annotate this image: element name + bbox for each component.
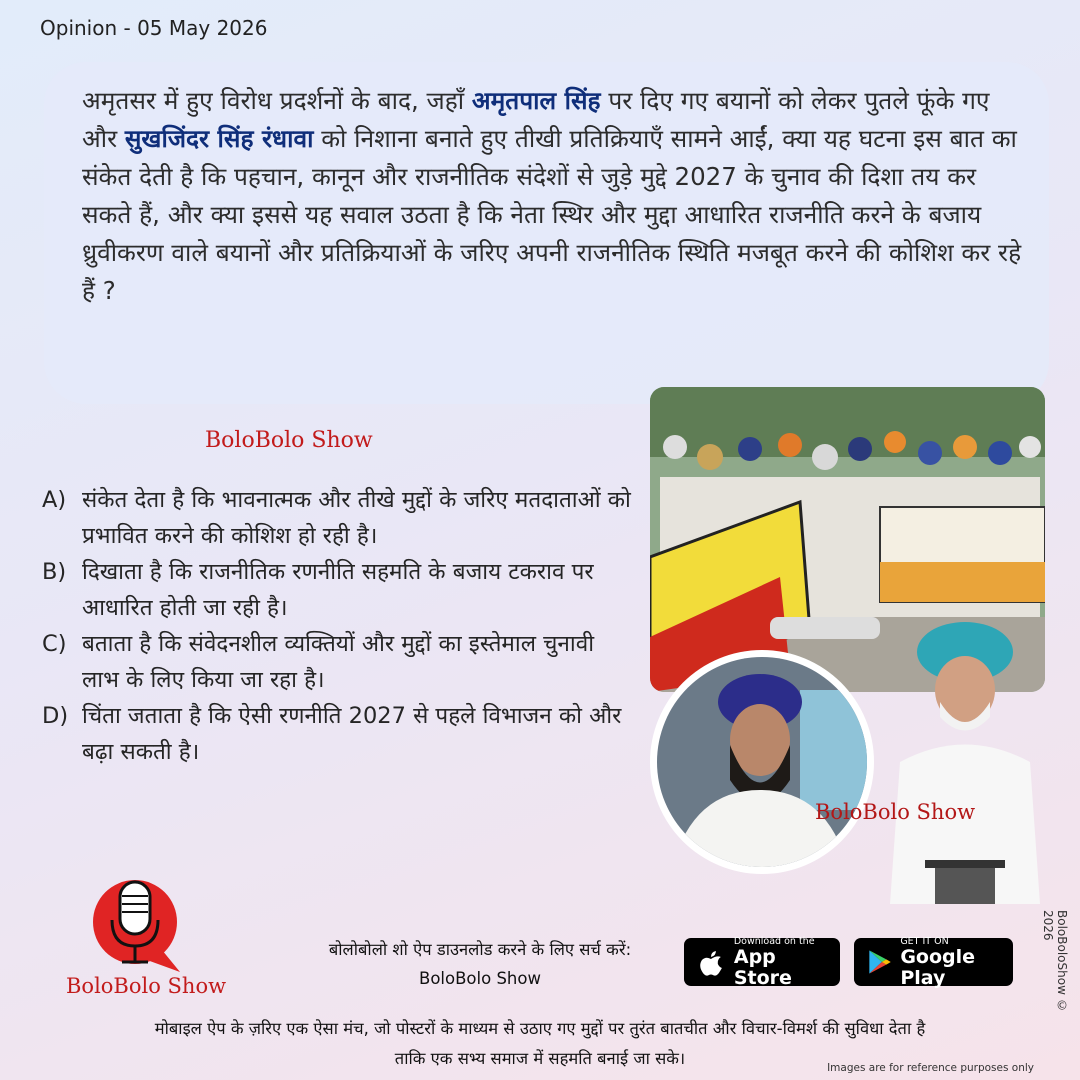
apple-icon	[694, 945, 728, 979]
option-text: चिंता जताता है कि ऐसी रणनीति 2027 से पहले विभाजन को और बढ़ा सकती है।	[82, 703, 622, 765]
logo-brand-name: BoloBolo Show	[66, 974, 227, 998]
brand-watermark: BoloBolo Show	[205, 428, 373, 453]
download-instruction: बोलोबोलो शो ऐप डाउनलोड करने के लिए सर्च करें:	[328, 940, 632, 959]
portrait-circle-photo	[650, 650, 875, 875]
google-play-icon	[864, 945, 894, 979]
option-letter: A)	[42, 487, 67, 513]
option-b[interactable]	[42, 554, 632, 626]
option-d[interactable]	[42, 698, 632, 770]
footer-line-2: ताकि एक सभ्य समाज में सहमति बनाई जा सके।	[394, 1049, 686, 1068]
option-a[interactable]	[42, 482, 632, 554]
download-prompt	[290, 935, 670, 993]
option-text: दिखाता है कि राजनीतिक रणनीति सहमति के बजाय टकराव पर आधारित होती जा रही है।	[82, 559, 594, 621]
portrait-standing-photo	[880, 612, 1050, 904]
option-text: संकेत देता है कि भावनात्मक और तीखे मुद्दों के जरिए मतदाताओं को प्रभावित करने की कोशिश हो रही है।	[82, 487, 631, 549]
google-play-large-label: Google Play	[900, 945, 976, 989]
image-disclaimer: Images are for reference purposes only	[827, 1062, 1034, 1074]
copyright-notice: BoloBoloShow © 2026	[1041, 910, 1069, 1013]
answer-options	[42, 482, 632, 770]
google-play-button[interactable]	[854, 935, 1013, 989]
question-part-1: अमृतसर में हुए विरोध प्रदर्शनों के बाद, जहाँ	[82, 86, 472, 115]
option-letter: C)	[42, 631, 67, 657]
app-store-button[interactable]	[684, 935, 840, 989]
date-label: Opinion - 05 May 2026	[40, 16, 268, 40]
option-letter: B)	[42, 559, 67, 585]
photo-brand-watermark: BoloBolo Show	[815, 800, 976, 824]
option-c[interactable]	[42, 626, 632, 698]
highlight-name-amritpal: अमृतपाल सिंह	[471, 86, 601, 115]
download-app-name: BoloBolo Show	[419, 969, 541, 988]
question-part-3: को निशाना बनाते हुए तीखी प्रतिक्रियाएँ सामने आईं, क्या यह घटना इस बात का संकेत देती है कि पहचान, कानून और राजनीतिक संदेशों से जुड़े मुद्दे 2027 के चुनाव की दिशा तय कर सकते हैं, और क्या इससे यह सवाल उठता है कि नेता स्थिर और मुद्दा आधारित राजनीति करने के बजाय ध्रुवीकरण वाले बयानों और प्रतिक्रियाओं के जरिए अपनी राजनीतिक स्थिति मजबूत करने की कोशिश कर रहे हैं ?	[82, 124, 1022, 305]
question-card	[44, 62, 1049, 404]
option-letter: D)	[42, 703, 69, 729]
question-part-2: पर दिए गए बयानों को लेकर पुतले फूंके गए और	[82, 86, 990, 153]
app-store-large-label: App Store	[733, 945, 792, 989]
footer-line-1: मोबाइल ऐप के ज़रिए एक ऐसा मंच, जो पोस्टरों के माध्यम से उठाए गए मुद्दों पर तुरंत बातचीत और विचार-विमर्श की सुविधा देता है	[154, 1019, 926, 1038]
google-play-small-label: GET IT ON	[900, 935, 949, 947]
highlight-name-randhawa: सुखजिंदर सिंह रंधावा	[124, 124, 314, 153]
option-text: बताता है कि संवेदनशील व्यक्तियों और मुद्दों का इस्तेमाल चुनावी लाभ के लिए किया जा रहा है।	[82, 631, 595, 693]
question-text	[82, 82, 1022, 310]
app-store-small-label: Download on the	[733, 935, 815, 947]
